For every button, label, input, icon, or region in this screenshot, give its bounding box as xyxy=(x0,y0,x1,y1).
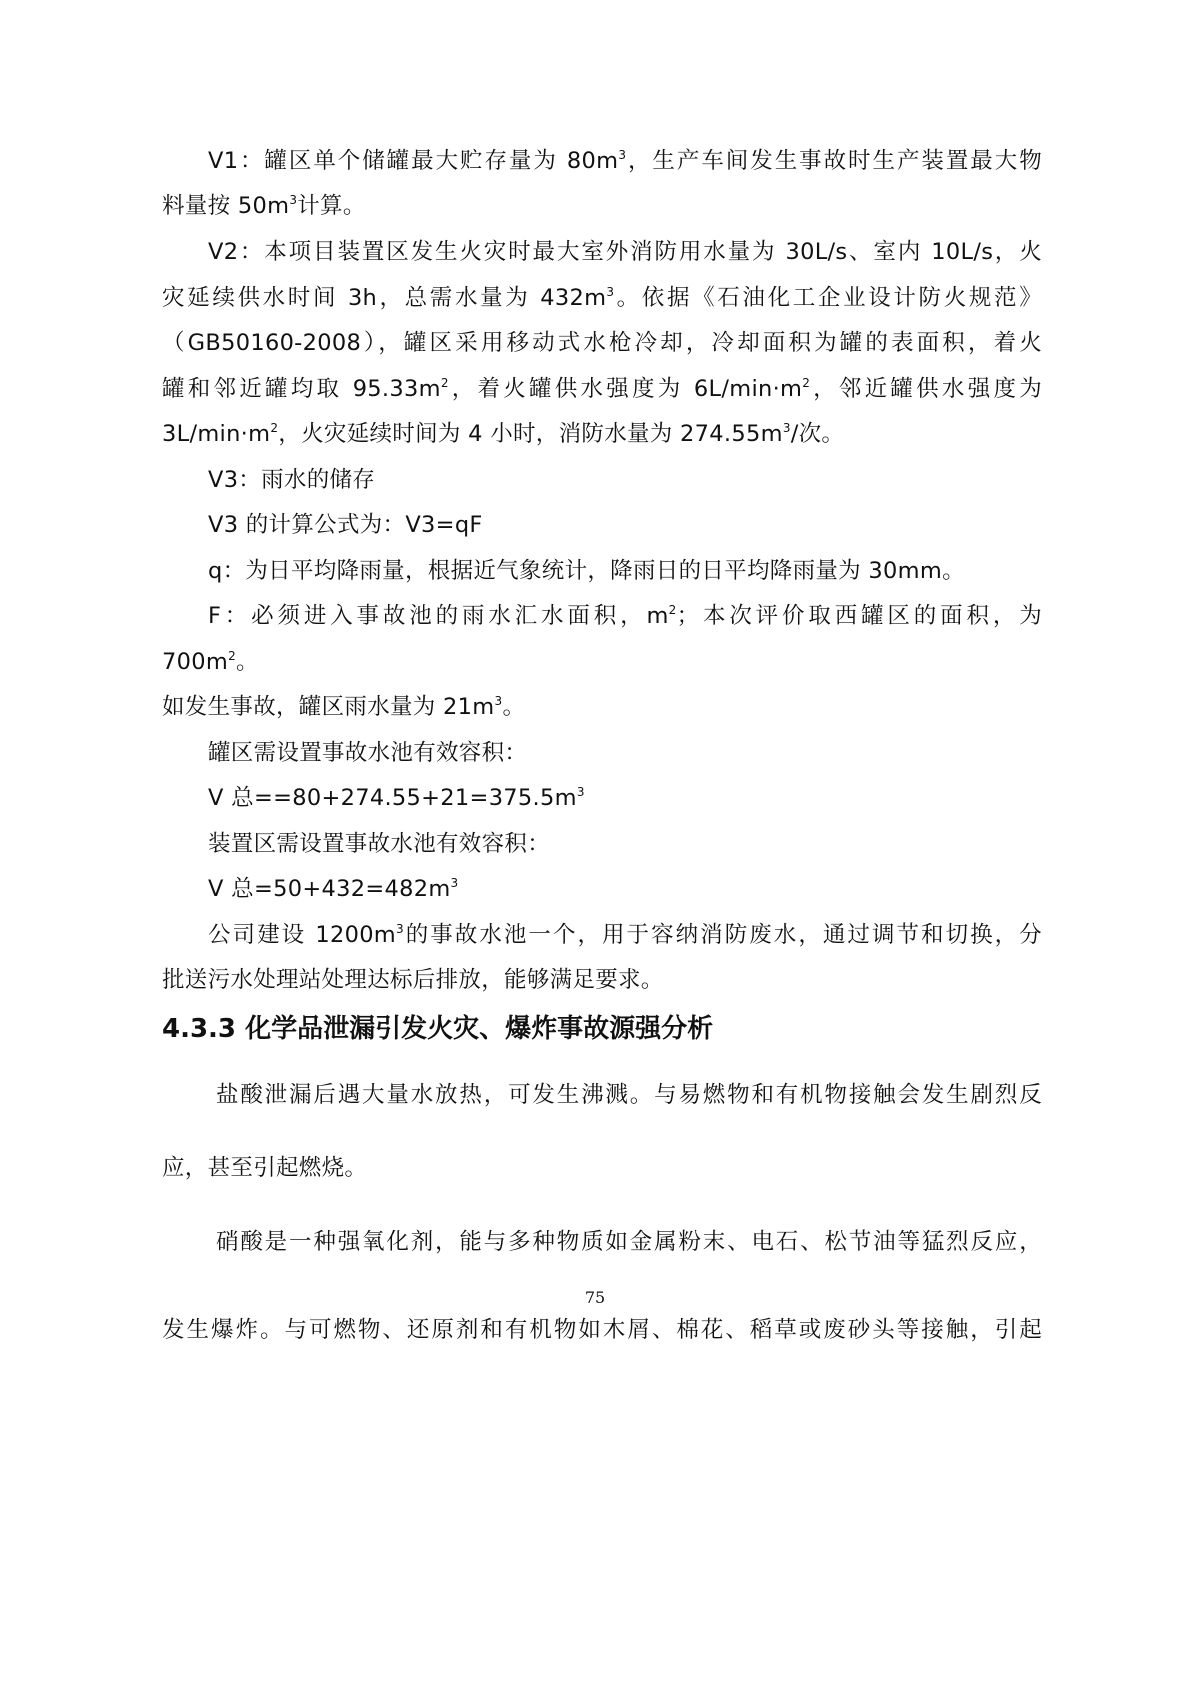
paragraph-3-line-1: 硝酸是一种强氧化剂，能与多种物质如金属粉末、电石、松节油等猛烈反应， xyxy=(216,1229,1042,1255)
text-line-15: V 总$==80+274.55+21=375.5m^3$ xyxy=(208,785,585,811)
text-line-4: 灾延续供水时间 3h，总需水量为 $432m^3$。依据《石油化工企业设计防火规范》 xyxy=(162,285,1042,311)
text-line-8: V3：雨水的储存 xyxy=(208,467,376,493)
text-line-17: V 总$=50+432=482m^3$ xyxy=(208,876,459,902)
section-heading: 4.3.3 化学品泄漏引发火灾、爆炸事故源强分析 xyxy=(162,1014,714,1044)
paragraph-2-line-2: 应，甚至引起燃烧。 xyxy=(162,1155,368,1181)
paragraph-2-line-1: 盐酸泄漏后遇大量水放热，可发生沸溅。与易燃物和有机物接触会发生剧烈反 xyxy=(216,1082,1042,1108)
text-line-7: $3L/\min\cdot m^2$，火灾延续时间为 4 小时，消防水量为 $274.55m^3/$次。 xyxy=(162,421,845,447)
text-line-10: q：为日平均降雨量，根据近气象统计，降雨日的日平均降雨量为 30mm。 xyxy=(208,558,965,584)
text-line-3: V2：本项目装置区发生火灾时最大室外消防用水量为 30L/s、室内 10L/s，火 xyxy=(208,239,1042,265)
text-line-13: 如发生事故，罐区雨水量为 $21m^3$。 xyxy=(162,694,526,720)
text-line-5: （GB50160-2008），罐区采用移动式水枪冷却，冷却面积为罐的表面积，着火 xyxy=(162,330,1042,356)
text-line-11: F：必须进入事故池的雨水汇水面积，$m^2$；本次评价取西罐区的面积，为 xyxy=(208,603,1043,629)
text-line-18: 公司建设 $1200m^3$的事故水池一个，用于容纳消防废水，通过调节和切换，分 xyxy=(208,922,1042,948)
text-line-19: 批送污水处理站处理达标后排放，能够满足要求。 xyxy=(162,967,664,993)
text-line-9: V3 的计算公式为：V3=qF xyxy=(208,512,483,538)
text-line-16: 装置区需设置事故水池有效容积： xyxy=(208,831,551,857)
page-number: 75 xyxy=(584,1288,606,1307)
text-line-1: V1：罐区单个储罐最大贮存量为 $80m^3$，生产车间发生事故时生产装置最大物 xyxy=(208,148,1043,174)
text-line-2: 料量按 $50m^3$计算。 xyxy=(162,193,366,219)
paragraph-3-line-2: 发生爆炸。与可燃物、还原剂和有机物如木屑、棉花、稻草或废砂头等接触，引起 xyxy=(162,1317,1042,1343)
text-line-6: 罐和邻近罐均取 $95.33m^2$，着火罐供水强度为 $6L/\min\cdot m^2$，邻近罐供水强度为 xyxy=(162,376,1043,402)
text-line-14: 罐区需设置事故水池有效容积： xyxy=(208,740,528,766)
text-line-12: $700m^2$。 xyxy=(162,649,259,675)
